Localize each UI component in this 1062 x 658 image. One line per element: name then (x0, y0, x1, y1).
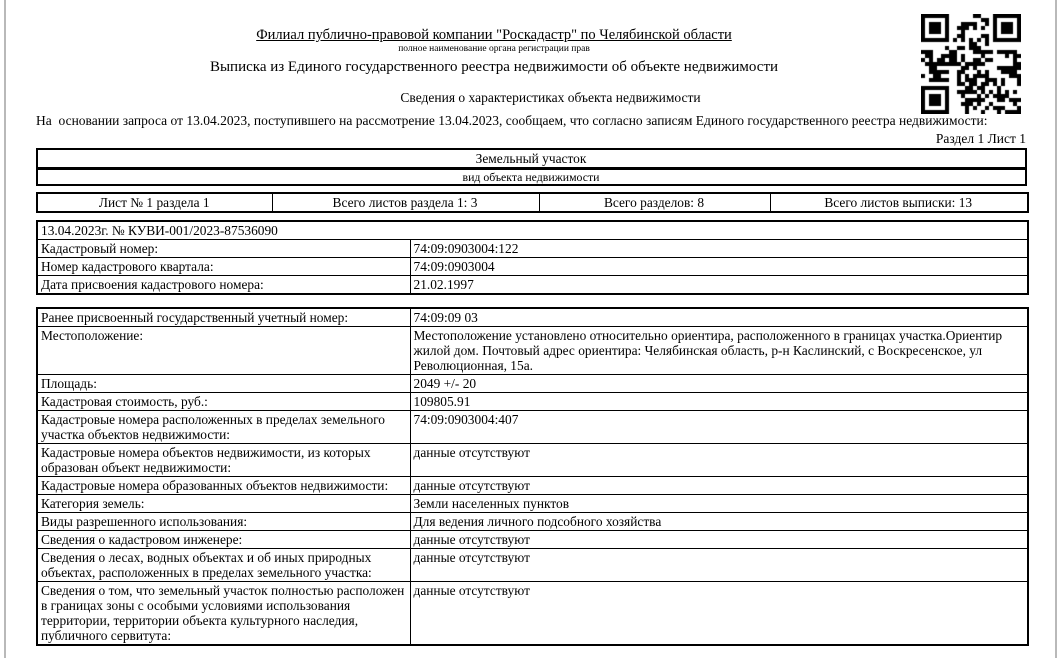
object-type-caption: вид объекта недвижимости (37, 169, 1026, 186)
org-name: Филиал публично-правовой компании "Роскадастр" по Челябинской области (256, 27, 732, 43)
extract-sheets-cell: Всего листов выписки: 13 (770, 193, 1028, 212)
table-row (37, 393, 1028, 411)
table-row (37, 308, 1028, 327)
row-value: 109805.91 (410, 393, 1028, 411)
page-edge-right (1055, 0, 1057, 658)
request-ref: 13.04.2023г. № КУВИ-001/2023-87536090 (37, 221, 1028, 240)
row-value: данные отсутствуют (410, 531, 1028, 549)
row-label: Кадастровый номер: (37, 240, 410, 258)
row-value: 74:09:0903004:407 (410, 411, 1028, 444)
row-label: Сведения о том, что земельный участок полностью расположен в границах зоны с особыми условиями использования территории, территории объекта культурного наследия, публичного сервитута: (37, 582, 410, 646)
row-label: Номер кадастрового квартала: (37, 258, 410, 276)
table-row (37, 444, 1028, 477)
row-value: данные отсутствуют (410, 477, 1028, 495)
section-sheets-cell: Всего листов раздела 1: 3 (272, 193, 539, 212)
row-label: Категория земель: (37, 495, 410, 513)
table-row (37, 169, 1026, 186)
row-label: Сведения о лесах, водных объектах и об иных природных объектах, расположенных в пределах земельного участка: (37, 549, 410, 582)
details-table (36, 307, 1029, 646)
row-value: 74:09:0903004 (410, 258, 1028, 276)
row-value: 74:09:09 03 (410, 308, 1028, 327)
row-label: Ранее присвоенный государственный учетный номер: (37, 308, 410, 327)
table-row (37, 327, 1028, 375)
row-label: Местоположение: (37, 327, 410, 375)
sheets-info-table (36, 192, 1029, 213)
row-value: данные отсутствуют (410, 582, 1028, 646)
row-value: 2049 +/- 20 (410, 375, 1028, 393)
document-body (36, 0, 1027, 646)
table-row (37, 411, 1028, 444)
table-row (37, 258, 1028, 276)
section-title: Сведения о характеристиках объекта недвижимости (400, 90, 701, 105)
document-title: Выписка из Единого государственного реестра недвижимости об объекте недвижимости (209, 59, 779, 75)
request-statement: На основании запроса от 13.04.2023, поступившего на рассмотрение 13.04.2023, сообщаем, что согласно записям Единого государственного реестра недвижимости: (36, 113, 988, 128)
cadastral-info-table (36, 220, 1029, 295)
table-row (37, 531, 1028, 549)
row-label: Кадастровые номера объектов недвижимости, из которых образован объект недвижимости: (37, 444, 410, 477)
row-value: 74:09:0903004:122 (410, 240, 1028, 258)
row-label: Сведения о кадастровом инженере: (37, 531, 410, 549)
row-value: данные отсутствуют (410, 444, 1028, 477)
row-label: Кадастровая стоимость, руб.: (37, 393, 410, 411)
table-row (37, 477, 1028, 495)
object-type-table (36, 148, 1027, 186)
table-row (37, 549, 1028, 582)
table-row (37, 495, 1028, 513)
row-value: данные отсутствуют (410, 549, 1028, 582)
row-label: Площадь: (37, 375, 410, 393)
table-row (37, 240, 1028, 258)
row-value: Местоположение установлено относительно ориентира, расположенного в границах участка.Ориентир жилой дом. Почтовый адрес ориентира: Челябинская область, р-н Каслинский, с Воскресенское, ул Революционная, 15а. (410, 327, 1028, 375)
page-edge-left (4, 0, 6, 658)
table-row (37, 221, 1028, 240)
row-value: Для ведения личного подсобного хозяйства (410, 513, 1028, 531)
sections-total-cell: Всего разделов: 8 (539, 193, 770, 212)
row-value: Земли населенных пунктов (410, 495, 1028, 513)
object-type-value: Земельный участок (37, 149, 1026, 169)
sheet-number-cell: Лист № 1 раздела 1 (37, 193, 272, 212)
table-row (37, 149, 1026, 169)
document-header (36, 27, 952, 76)
table-row (37, 513, 1028, 531)
section-sheet-label: Раздел 1 Лист 1 (935, 131, 1026, 146)
row-label: Виды разрешенного использования: (37, 513, 410, 531)
row-value: 21.02.1997 (410, 276, 1028, 295)
table-row (37, 582, 1028, 646)
row-label: Кадастровые номера расположенных в пределах земельного участка объектов недвижимости: (37, 411, 410, 444)
org-name-caption: полное наименование органа регистрации прав (398, 44, 590, 54)
table-row (37, 276, 1028, 295)
row-label: Кадастровые номера образованных объектов недвижимости: (37, 477, 410, 495)
table-row (37, 193, 1028, 212)
row-label: Дата присвоения кадастрового номера: (37, 276, 410, 295)
table-row (37, 375, 1028, 393)
